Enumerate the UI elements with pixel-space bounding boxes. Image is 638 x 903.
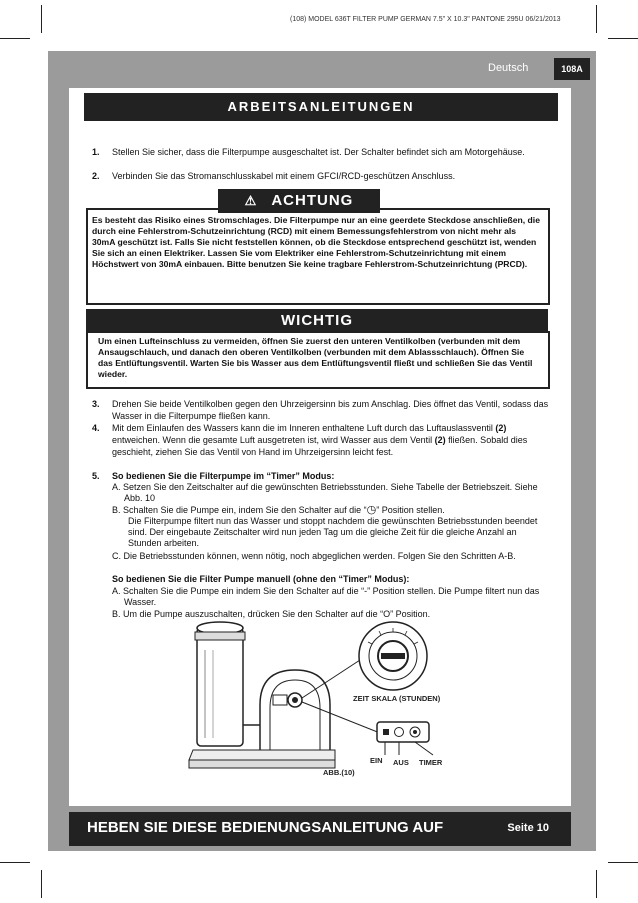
valve-reference: (2) — [434, 435, 446, 445]
pump-illustration — [185, 610, 475, 780]
substep-b — [112, 505, 532, 516]
footer-bar — [69, 812, 571, 846]
substep-c: C. Die Betriebsstunden können, wenn nötig, noch abgeglichen werden. Folgen Sie den Schritten A-B. — [112, 551, 516, 561]
crop-mark — [41, 5, 42, 33]
crop-mark — [41, 870, 42, 898]
figure-caption: ABB.(10) — [323, 768, 355, 777]
step-number: 3. — [92, 399, 100, 409]
manual-heading: So bedienen Sie die Filter Pumpe manuell (ohne den “Timer” Modus): — [112, 574, 410, 584]
footer-title: HEBEN SIE DIESE BEDIENUNGSANLEITUNG AUF — [87, 819, 444, 836]
timer-clock-icon: ◷ — [366, 504, 377, 516]
switch-timer-label: TIMER — [419, 758, 443, 767]
crop-mark — [596, 870, 597, 898]
step-number: 4. — [92, 423, 100, 433]
step-heading: So bedienen Sie die Filterpumpe im “Timer” Modus: — [112, 471, 335, 481]
language-label: Deutsch — [488, 62, 529, 74]
step-number: 1. — [92, 147, 100, 157]
step-number: 5. — [92, 471, 100, 481]
step-text-part: Mit dem Einlaufen des Wassers kann die im Inneren enthaltene Luft durch das Luftauslassventil — [112, 423, 496, 433]
substep-b-text: B. Schalten Sie die Pumpe ein, indem Sie den Schalter auf die “ — [112, 505, 367, 515]
step-text-part: fließen. Sobald dies geschieht, ziehen Sie das Ventil von Hand im Uhrzeigersinn leicht fest. — [112, 435, 528, 457]
crop-mark — [0, 862, 30, 863]
step-text — [112, 422, 552, 458]
important-heading: WICHTIG — [86, 309, 548, 333]
step-text: Drehen Sie beide Ventilkolben gegen den Uhrzeigersinn bis zum Anschlag. Dies öffnet das Ventil, sodass das Wasser in die Filterpumpe fließen kann. — [112, 399, 549, 421]
crop-mark — [608, 862, 638, 863]
page-title: ARBEITSANLEITUNGEN — [84, 93, 558, 121]
warning-heading-text: ACHTUNG — [271, 192, 354, 209]
warning-heading — [218, 189, 380, 213]
warning-text: Es besteht das Risiko eines Stromschlages. Die Filterpumpe nur an eine geerdete Steckdose anschließen, die durch eine Fehlerstrom-Schutzeinrichtung (RCD) mit einem Bemessungsfehlerstrom von nicht mehr als 30mA geschützt ist. Falls Sie nicht feststellen können, ob die Steckdose entsprechend geschützt ist, wenden Sie sich an einen Elektriker. Lassen Sie vom Elektriker eine Fehlerstrom-Schutzeinrichtung mit einem Höchstwert von 30mA einbauen. Bitte benutzen Sie keine tragbare Fehlerstrom-Schutzeinrichtung (PRCD). — [92, 215, 540, 269]
page-code-badge: 108A — [554, 58, 590, 80]
crop-mark — [0, 38, 30, 39]
manual-substep-a: A. Schalten Sie die Pumpe ein indem Sie den Schalter auf die “-” Position stellen. Die Pumpe filtert nun das Wasser. — [112, 586, 540, 607]
step-number: 2. — [92, 171, 100, 181]
crop-mark — [608, 38, 638, 39]
print-info: (108) MODEL 636T FILTER PUMP GERMAN 7.5" X 10.3" PANTONE 295U 06/21/2013 — [290, 16, 561, 23]
step-text: Stellen Sie sicher, dass die Filterpumpe ausgeschaltet ist. Der Schalter befindet sich am Motorgehäuse. — [112, 147, 525, 157]
substep-b-detail: Die Filterpumpe filtert nun das Wasser und stoppt nachdem die gewünschten Betriebsstunden beendet sind. Der eingebaute Zeitschalter wird nun jeden Tag um die gleiche Zeit für die gleiche Anzahl an Stunden arbeiten. — [128, 516, 538, 548]
manual-substep-b: B. Um die Pumpe auszuschalten, drücken Sie den Schalter auf die “O” Position. — [112, 609, 431, 619]
step-text: Verbinden Sie das Stromanschlusskabel mit einem GFCI/RCD-geschützen Anschluss. — [112, 171, 456, 181]
valve-reference: (2) — [495, 423, 507, 433]
substep-a: A. Setzen Sie den Zeitschalter auf die gewünschten Betriebsstunden. Siehe Tabelle der Betriebszeit. Siehe Abb. 10 — [112, 482, 538, 503]
page-number: Seite 10 — [507, 822, 549, 834]
step-text-part: entweichen. Wenn die gesamte Luft ausgetreten ist, wird Wasser aus dem Ventil — [112, 435, 435, 445]
substep-b-text-end: ” Position stellen. — [376, 505, 445, 515]
switch-on-label: EIN — [370, 756, 383, 765]
switch-off-label: AUS — [393, 758, 409, 767]
warning-triangle-icon: ⚠ — [244, 193, 258, 208]
important-text: Um einen Lufteinschluss zu vermeiden, öffnen Sie zuerst den unteren Ventilkolben (verbunden mit dem Ansaugschlauch, und danach den oberen Ventilkolben (verbunden mit dem Ablassschlauch). Öffnen Sie das Entlüftungsventil. Warten Sie bis Wasser aus dem Entlüftungsventil fließt und schließen Sie das Ventil wieder. — [98, 336, 533, 379]
time-scale-label: ZEIT SKALA (STUNDEN) — [353, 694, 441, 703]
